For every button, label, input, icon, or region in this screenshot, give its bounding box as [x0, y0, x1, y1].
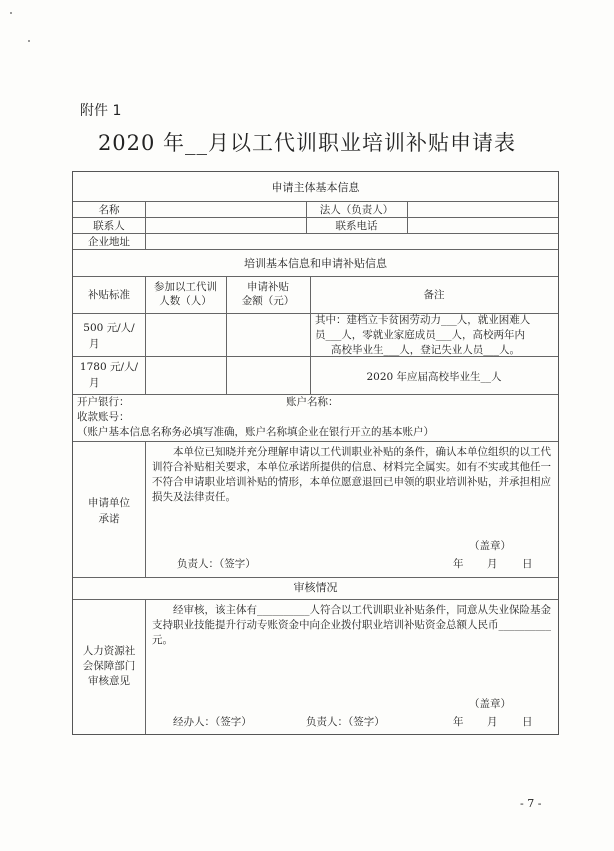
subsidy-standard-header: 补贴标准	[88, 289, 130, 301]
subsidy-amount-header-1: 申请补贴	[247, 281, 289, 293]
contact-phone-label: 联系电话	[335, 220, 378, 232]
remark-row1-line1: 其中：建档立卡贫困劳动力___人，就业困难人	[315, 314, 531, 326]
commitment-signer: 负责人：（签字）	[177, 558, 256, 570]
form-title: 2020 年__月以工代训职业培训补贴申请表	[97, 131, 517, 155]
commitment-seal: （盖章）	[469, 540, 511, 552]
commitment-label-1: 申请单位	[88, 497, 130, 509]
commitment-month: 月	[487, 558, 498, 570]
scan-speck	[10, 12, 12, 14]
review-year: 年	[453, 716, 464, 728]
page-number: - 7 -	[520, 797, 542, 810]
review-text: 经审核，该主体有__________人符合以工代训职业补贴条件，同意从失业保险基金支持职业技能提升行动专账资金中向企业拨付职业培训补贴资金总额人民币__________元。	[152, 604, 551, 646]
bank-account-note: （账户基本信息名称务必填写准确，账户名称填企业在银行开立的基本账户）	[77, 426, 434, 438]
contact-person-label: 联系人	[93, 220, 125, 232]
commitment-label-2: 承诺	[98, 513, 120, 525]
commitment-text: 本单位已知晓并充分理解申请以工代训职业补贴的条件，确认本单位组织的以工代训符合补贴相关要求，本单位承诺所提供的信息、材料完全属实。如有不实或其他任一不符合申请职业培训补贴的情形，本单位愿意退回已申领的职业培训补贴，并承担相应损失及法律责任。	[152, 446, 551, 503]
standard-1780-line2: 月	[89, 377, 100, 389]
review-label-3: 审核意见	[88, 675, 130, 687]
review-month: 月	[487, 716, 498, 728]
review-seal: （盖章）	[469, 698, 511, 710]
legal-representative-label: 法人（负责人）	[319, 204, 394, 216]
commitment-day: 日	[522, 558, 533, 570]
review-day: 日	[522, 716, 533, 728]
scan-speck	[28, 40, 30, 42]
participant-count-header-1: 参加以工代训	[154, 281, 217, 293]
attachment-label: 附件 1	[80, 103, 122, 119]
subsidy-amount-header-2: 金额（元）	[241, 295, 295, 307]
review-section-title: 审核情况	[293, 581, 338, 594]
application-form	[72, 171, 559, 735]
remarks-header: 备注	[423, 289, 445, 301]
basic-info-section-title: 申请主体基本信息	[271, 181, 360, 194]
remark-row2: 2020 年应届高校毕业生__人	[366, 371, 502, 383]
review-signer: 负责人：（签字）	[306, 716, 385, 728]
remark-row1-line2: 员___人，零就业家庭成员___人，高校两年内	[315, 329, 525, 341]
account-number-label: 收款账号：	[77, 411, 130, 423]
review-label-2: 会保障部门	[82, 660, 136, 672]
name-label: 名称	[98, 204, 120, 216]
account-name-label: 账户名称：	[286, 396, 339, 408]
remark-row1-line3: 高校毕业生___人，登记失业人员___人。	[331, 344, 520, 356]
review-label-1: 人力资源社	[82, 645, 136, 657]
standard-500-line2: 月	[89, 338, 100, 350]
standard-500-line1: 500 元/人/	[83, 322, 135, 334]
standard-1780-line1: 1780 元/人/	[79, 361, 139, 373]
participant-count-header-2: 人数（人）	[159, 295, 212, 307]
review-handler: 经办人：（签字）	[173, 716, 252, 728]
bank-label: 开户银行：	[77, 396, 130, 408]
company-address-label: 企业地址	[88, 236, 130, 248]
training-info-section-title: 培训基本信息和申请补贴信息	[244, 257, 387, 270]
commitment-year: 年	[453, 558, 464, 570]
